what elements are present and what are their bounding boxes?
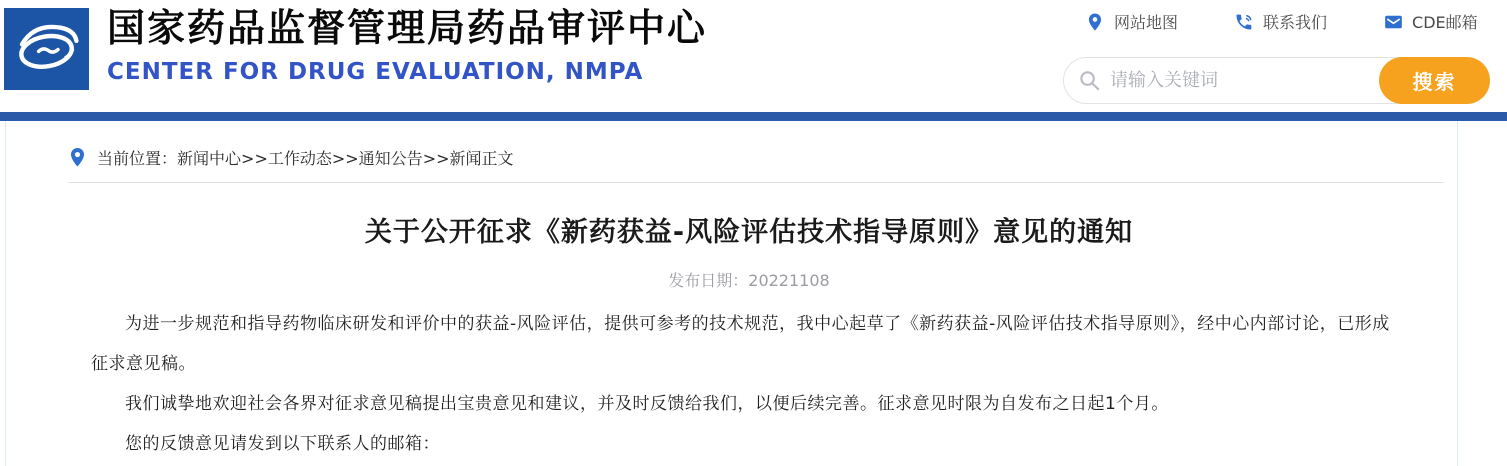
breadcrumb-pin-icon <box>69 147 86 168</box>
article <box>6 210 1457 464</box>
cde-mail-link-label: CDE邮箱 <box>1412 13 1478 32</box>
site-search <box>1063 57 1490 104</box>
search-icon <box>1078 69 1101 92</box>
breadcrumb-trail <box>97 146 514 169</box>
article-body <box>91 304 1407 464</box>
breadcrumb-separator: >> <box>331 149 359 168</box>
article-paragraph: 为进一步规范和指导药物临床研发和评价中的获益-风险评估，提供可参考的技术规范，我中心起草了《新药获益-风险评估技术指导原则》，经中心内部讨论，已形成征求意见稿。 <box>91 314 1390 374</box>
sitemap-link[interactable] <box>1085 10 1178 33</box>
breadcrumb-item-news-center[interactable]: 新闻中心 <box>177 149 242 168</box>
article-title: 关于公开征求《新药获益-风险评估技术指导原则》意见的通知 <box>364 217 1134 248</box>
sitemap-link-label: 网站地图 <box>1114 13 1179 32</box>
cde-mail-link[interactable] <box>1383 10 1478 33</box>
cde-logo[interactable] <box>4 8 89 90</box>
site-title-en: CENTER FOR DRUG EVALUATION, NMPA <box>107 59 644 85</box>
header-quick-links <box>1085 10 1478 33</box>
phone-icon <box>1234 12 1254 32</box>
article-paragraph: 我们诚挚地欢迎社会各界对征求意见稿提出宝贵意见和建议，并及时反馈给我们，以便后续完善。征求意见时限为自发布之日起1个月。 <box>125 394 1169 414</box>
article-paragraph: 您的反馈意见请发到以下联系人的邮箱： <box>125 434 440 454</box>
header-divider-bar <box>0 112 1507 121</box>
location-pin-icon <box>1085 12 1105 32</box>
search-button[interactable]: 搜索 <box>1379 57 1490 104</box>
envelope-icon <box>1383 12 1403 32</box>
cde-logo-swoosh-icon <box>9 11 85 87</box>
breadcrumb-item-notices[interactable]: 通知公告 <box>358 149 423 168</box>
breadcrumb-separator: >> <box>241 149 268 168</box>
breadcrumb-label: 当前位置： <box>97 149 178 168</box>
breadcrumb-separator: >> <box>422 149 450 168</box>
content-card <box>5 121 1458 466</box>
site-title-cn: 国家药品监督管理局药品审评中心 <box>107 6 708 50</box>
breadcrumb-item-article[interactable]: 新闻正文 <box>449 149 514 168</box>
contact-us-link[interactable] <box>1234 10 1327 33</box>
site-title-block <box>107 4 707 85</box>
breadcrumb-divider <box>69 182 1443 183</box>
publish-date: 发布日期：20221108 <box>668 271 830 290</box>
contact-us-link-label: 联系我们 <box>1263 13 1328 32</box>
breadcrumb-item-work-dynamics[interactable]: 工作动态 <box>267 149 332 168</box>
site-header <box>0 0 1507 112</box>
breadcrumb <box>6 121 1457 169</box>
